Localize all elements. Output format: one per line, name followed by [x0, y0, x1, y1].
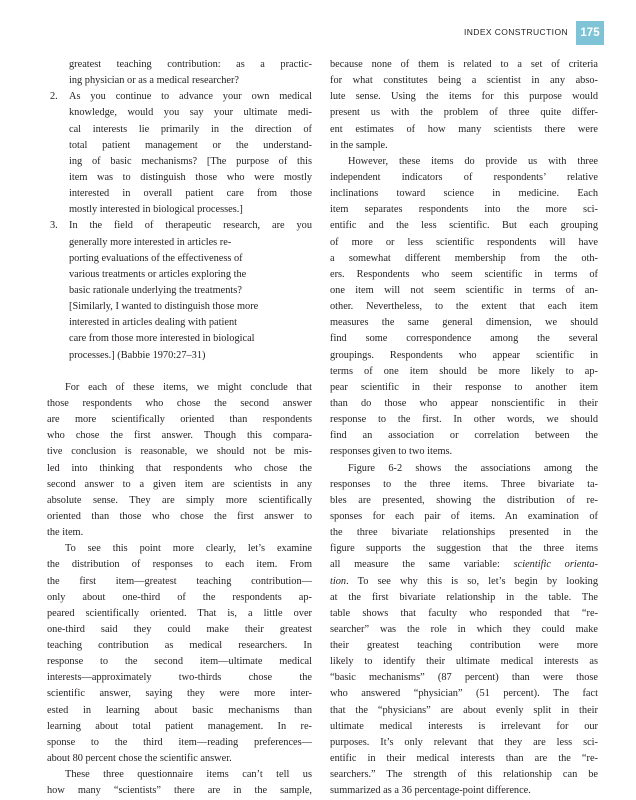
text-line: lute sense. Using the items for this purpose would	[330, 91, 598, 103]
text-line: ing physician or as a medical researcher?	[69, 75, 240, 87]
text-line: sponses for each pair of items. An examination of	[330, 510, 598, 522]
text-line: entific and the less scientific. But each grouping	[330, 220, 598, 232]
text-line: To see this point more clearly, let’s examine	[65, 543, 312, 555]
text-line: ultimate medical interests is irrelevant for our	[330, 720, 598, 732]
text-line: teaching contribution as medical researchers. In	[47, 640, 312, 652]
list-item-3	[47, 218, 312, 363]
text-line: greatest teaching contribution: as a practic-	[69, 59, 312, 70]
text-line: However, these items do provide us with three	[348, 155, 598, 167]
text-line: item was to distinguish those who were mostly	[69, 171, 312, 183]
text-line: summarized as a 36 percentage-point difference.	[330, 785, 531, 797]
paragraph	[47, 767, 312, 799]
text-line: mostly interested in biological processes.]	[69, 204, 243, 216]
text-line: ing of basic mechanisms? [The purpose of this	[69, 155, 312, 167]
text-line: learning about total patient management. In re-	[47, 720, 312, 732]
text-line: a somewhat different membership from the oth-	[330, 252, 598, 264]
text-line: entific in their medical interests than are the “re-	[330, 753, 598, 765]
running-head: INDEX CONSTRUCTION	[463, 27, 568, 37]
text-line: one item will not seem scientific in terms of an-	[330, 284, 598, 296]
text-line: in the sample.	[330, 139, 388, 151]
text-line: one-third said they could make their greatest	[47, 623, 312, 635]
text-line: the first item—greatest teaching contribution—	[47, 575, 312, 587]
text-line: only about one-third of the respondents ap-	[47, 591, 312, 603]
text-line: for what constitutes being a scientist in any abso-	[330, 75, 598, 87]
text-line: purposes. It’s only relevant that they are less sci-	[330, 736, 598, 748]
text-line: ent estimates of how many scientists there were	[330, 123, 598, 135]
text-line: the three bivariate relationships presented in the	[330, 527, 598, 539]
text-line: independent indicators of respondents’ relative	[330, 171, 598, 183]
text-line: figure supports the suggestion that the three items	[330, 543, 598, 555]
text-line: peared scientifically oriented. That is, a little over	[47, 607, 312, 619]
text-line: In the field of therapeutic research, are you	[69, 220, 312, 232]
text-line: other. Nevertheless, to the extent that each item	[330, 301, 598, 313]
text-line: As you continue to advance your own medical	[69, 91, 312, 103]
text-line: inclinations toward science in medicine. Each	[330, 188, 598, 200]
text-line: item separates respondents into the more sci-	[330, 204, 598, 216]
text-line-with-italic	[330, 557, 598, 573]
text-line: scientific answer, saying they were more inter-	[47, 688, 312, 700]
text-line: those respondents who chose the second answer	[47, 397, 312, 409]
text-line: basic rationale underlying the treatments?	[69, 284, 242, 296]
text-line: responses to the three items. Three bivariate ta-	[330, 478, 598, 490]
text-line: searchers.” The strength of this relationship can be	[330, 769, 598, 781]
paragraph	[330, 57, 598, 154]
text-line: For each of these items, we might conclude that	[65, 381, 312, 393]
text-line: response to the first. In other words, we should	[330, 414, 598, 426]
text-line: responses given to two items.	[330, 446, 453, 458]
list-number: 2.	[50, 91, 58, 103]
text-line: measures the same general dimension, we should	[330, 317, 598, 329]
text-line: who answered “physician” (51 percent). The fact	[330, 688, 598, 700]
text-line: interested in articles dealing with patient	[69, 317, 238, 329]
text-line: because none of them is related to a set of criteria	[330, 59, 598, 70]
text-line: that the “physicians” are about evenly split in their	[330, 704, 598, 716]
list-item-1-continuation	[47, 57, 312, 89]
text-line: table shows that faculty who responded that “re-	[330, 607, 598, 619]
text-line: cal interests lie primarily in the direction of	[69, 123, 312, 135]
text-line: porting evaluations of the effectiveness of	[69, 252, 243, 264]
text-line: of more or less scientific respondents will have	[330, 236, 598, 248]
text-line: tive conclusion is reasonable, we should not be mis-	[47, 446, 312, 458]
text-fragment: . To see why this is so, let’s begin by looking	[346, 575, 598, 587]
text-line: are more scientifically oriented than respondents	[47, 414, 312, 426]
text-line: find some correspondence among the several	[330, 333, 598, 345]
left-column	[47, 57, 312, 799]
text-line: interested in overall patient care from those	[69, 188, 312, 200]
text-line: response to the second item—ultimate medical	[47, 656, 312, 668]
text-line: bles are presented, showing the distribution of re-	[330, 494, 598, 506]
paragraph	[330, 461, 598, 800]
paragraph	[47, 541, 312, 767]
text-line: generally more interested in articles re-	[69, 236, 232, 248]
text-line: Figure 6-2 shows the associations among the	[348, 462, 598, 474]
text-line: knowledge, would you say your ultimate medi-	[69, 107, 312, 119]
text-line: at the first bivariate relationship in the table. The	[330, 591, 598, 603]
text-line-with-italic	[330, 574, 598, 590]
text-line: find an association or correlation between the	[330, 430, 598, 442]
text-line: likely to identify their ultimate medical interests as	[330, 656, 598, 668]
text-line: groupings. Respondents who appear scientific in	[330, 349, 598, 361]
text-line: ers. Respondents who seem scientific in terms of	[330, 268, 598, 280]
text-line: second answer to a given item are scientists in any	[47, 478, 312, 490]
text-line: searcher” was the role in which they could make	[330, 623, 598, 635]
right-column	[330, 57, 598, 799]
text-line: interests—approximately two-thirds chose the	[47, 672, 312, 684]
text-line: oriented than those who chose the first answer to	[47, 510, 312, 522]
text-line: sponse to the third item—reading preferences—	[47, 736, 312, 748]
text-line: their greatest teaching contribution were more	[330, 640, 598, 652]
text-line: total patient management or the understand-	[69, 139, 312, 151]
text-line: [Similarly, I wanted to distinguish those more	[69, 301, 259, 313]
text-line: “basic mechanisms” (87 percent) than were those	[330, 672, 598, 684]
italic-term-end: tion	[330, 575, 347, 587]
italic-term: scientific orienta-	[513, 559, 598, 571]
page-number: 175	[576, 21, 604, 45]
text-line: various treatments or articles exploring the	[69, 268, 247, 280]
text-line: about 80 percent chose the scientific answer.	[47, 753, 232, 765]
text-line: led into thinking that respondents who chose the	[47, 462, 312, 474]
text-line: the distribution of responses to each item. From	[47, 559, 312, 571]
text-line: terms of one item should be more likely to ap-	[330, 365, 598, 377]
list-item-2	[47, 89, 312, 218]
text-line: absolute sense. They are simply more scientifically	[47, 494, 312, 506]
text-line: These three questionnaire items can’t tell us	[65, 769, 312, 781]
text-line: how many “scientists” there are in the sample,	[47, 785, 312, 797]
paragraph	[330, 154, 598, 461]
paragraph	[47, 380, 312, 541]
text-line: present us with the problem of three quite differ-	[330, 107, 598, 119]
text-line: ested in learning about basic mechanisms than	[47, 704, 312, 716]
text-line: than do those who appear nonscientific in their	[330, 397, 598, 409]
text-line: the item.	[47, 527, 84, 539]
text-line: who chose the first answer. Though this compara-	[47, 430, 312, 442]
text-line: care from those more interested in biological	[69, 333, 255, 345]
text-line: pear scientific in their response to another item	[330, 381, 598, 393]
list-number: 3.	[50, 220, 58, 232]
text-fragment: all measure the same variable:	[330, 559, 514, 571]
text-line: processes.] (Babbie 1970:27–31)	[69, 349, 206, 361]
